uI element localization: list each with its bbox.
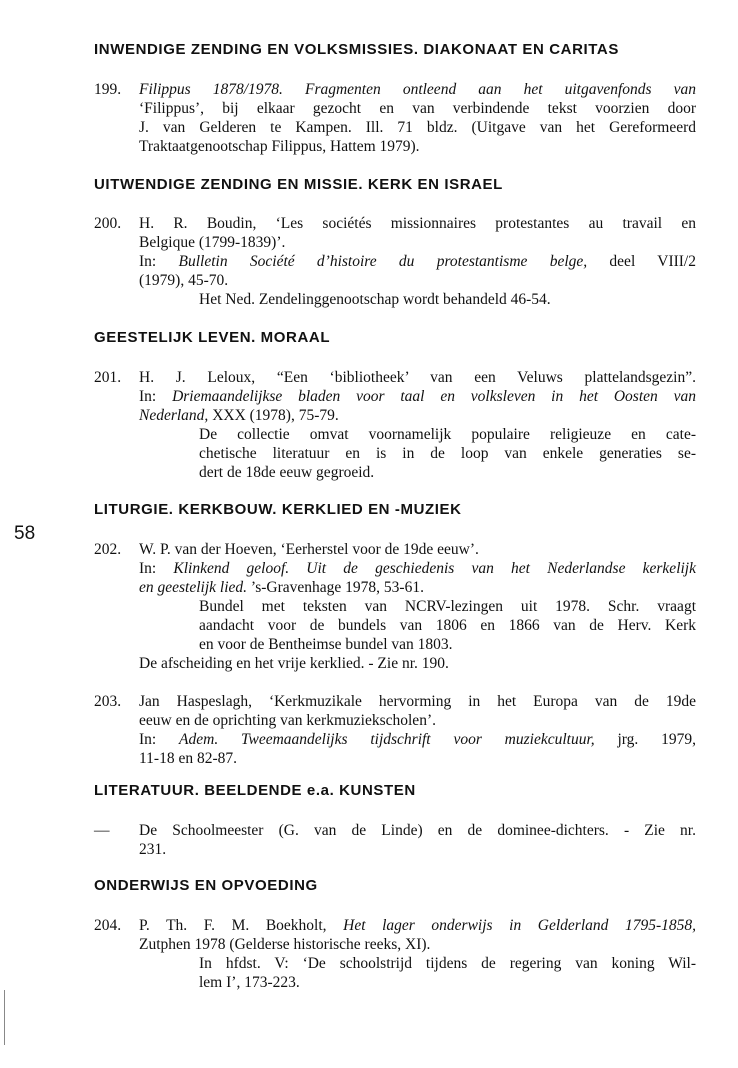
entry-text: Traktaatgenootschap Filippus, Hattem 1979).: [139, 138, 420, 155]
entry-201: [94, 368, 696, 482]
entry-cross-reference: De afscheiding en het vrije kerklied. - Zie nr. 190.: [139, 655, 449, 672]
entry-note: De collectie omvat voornamelijk populaire religieuze en cate-: [199, 426, 696, 443]
entry-source: 11-18 en 82-87.: [139, 750, 238, 767]
entry-202: [94, 540, 696, 673]
section-heading-geestelijk-leven: GEESTELIJK LEVEN. MORAAL: [94, 329, 331, 346]
section-heading-literatuur: LITERATUUR. BEELDENDE e.a. KUNSTEN: [94, 782, 416, 799]
section-heading-uitwendige-zending: UITWENDIGE ZENDING EN MISSIE. KERK EN ISRAEL: [94, 176, 503, 193]
entry-note: aandacht voor de bundels van 1806 en 1866 van de Herv. Kerk: [199, 617, 696, 634]
entry-note: Bundel met teksten van NCRV-lezingen uit 1978. Schr. vraagt: [199, 598, 696, 615]
entry-source: In: Driemaandelijkse bladen voor taal en volksleven in het Oosten van: [139, 388, 696, 405]
section-heading-inwendige-zending: INWENDIGE ZENDING EN VOLKSMISSIES. DIAKONAAT EN CARITAS: [94, 41, 619, 58]
entry-title: Jan Haspeslagh, ‘Kerkmuzikale hervorming in het Europa van de 19de: [139, 693, 696, 710]
entry-note: lem I’, 173-223.: [199, 974, 300, 991]
entry-number: 199.: [94, 81, 122, 98]
entry-text: ‘Filippus’, bij elkaar gezocht en van verbindende tekst voorzien door: [139, 100, 696, 117]
entry-title: P. Th. F. M. Boekholt, Het lager onderwijs in Gelderland 1795-1858,: [139, 917, 696, 934]
entry-source: (1979), 45-70.: [139, 272, 229, 289]
entry-title: Belgique (1799-1839)’.: [139, 234, 286, 251]
entry-note: In hfdst. V: ‘De schoolstrijd tijdens de regering van koning Wil-: [199, 955, 696, 972]
entry-text: J. van Gelderen te Kampen. Ill. 71 bldz. (Uitgave van het Gereformeerd: [139, 119, 696, 136]
page-number: 58: [14, 523, 36, 544]
entry-number: 204.: [94, 917, 122, 934]
entry-source: In: Bulletin Société d’histoire du protestantisme belge, deel VIII/2: [139, 253, 696, 270]
entry-note: Het Ned. Zendelinggenootschap wordt behandeld 46-54.: [199, 291, 551, 308]
entry-title: H. R. Boudin, ‘Les sociétés missionnaires protestantes au travail en: [139, 215, 696, 232]
entry-source: Nederland, XXX (1978), 75-79.: [139, 407, 339, 424]
entry-number: 202.: [94, 541, 122, 558]
entry-text: Zutphen 1978 (Gelderse historische reeks, XI).: [139, 936, 431, 953]
section-heading-liturgie: LITURGIE. KERKBOUW. KERKLIED EN -MUZIEK: [94, 501, 462, 518]
entry-number: 203.: [94, 693, 122, 710]
entry-text: 231.: [139, 841, 167, 858]
entry-note: dert de 18de eeuw gegroeid.: [199, 464, 375, 481]
entry-dash: —: [94, 822, 110, 839]
entry-note: chetische literatuur en is in de loop van enkele generaties se-: [199, 445, 696, 462]
entry-number: 201.: [94, 369, 122, 386]
entry-text: De Schoolmeester (G. van de Linde) en de dominee-dichters. - Zie nr.: [139, 822, 696, 839]
section-heading-onderwijs: ONDERWIJS EN OPVOEDING: [94, 877, 318, 894]
entry-title: Filippus 1878/1978. Fragmenten ontleend aan het uitgavenfonds van: [139, 81, 696, 98]
entry-cross-reference-231: [94, 821, 696, 859]
entry-200: [94, 214, 696, 309]
entry-source: en geestelijk lied. ’s-Gravenhage 1978, 53-61.: [139, 579, 424, 596]
scan-edge-line: [4, 990, 5, 1045]
entry-note: en voor de Bentheimse bundel van 1803.: [199, 636, 453, 653]
entry-number: 200.: [94, 215, 122, 232]
entry-199: [94, 80, 696, 156]
entry-source: In: Adem. Tweemaandelijks tijdschrift voor muziekcultuur, jrg. 1979,: [139, 731, 696, 748]
entry-title: H. J. Leloux, “Een ‘bibliotheek’ van een Veluws plattelandsgezin”.: [139, 369, 696, 386]
entry-title: eeuw en de oprichting van kerkmuziekscholen’.: [139, 712, 436, 729]
entry-204: [94, 916, 696, 992]
entry-title: W. P. van der Hoeven, ‘Eerherstel voor de 19de eeuw’.: [139, 541, 479, 558]
entry-203: [94, 692, 696, 768]
entry-source: In: Klinkend geloof. Uit de geschiedenis van het Nederlandse kerkelijk: [139, 560, 696, 577]
